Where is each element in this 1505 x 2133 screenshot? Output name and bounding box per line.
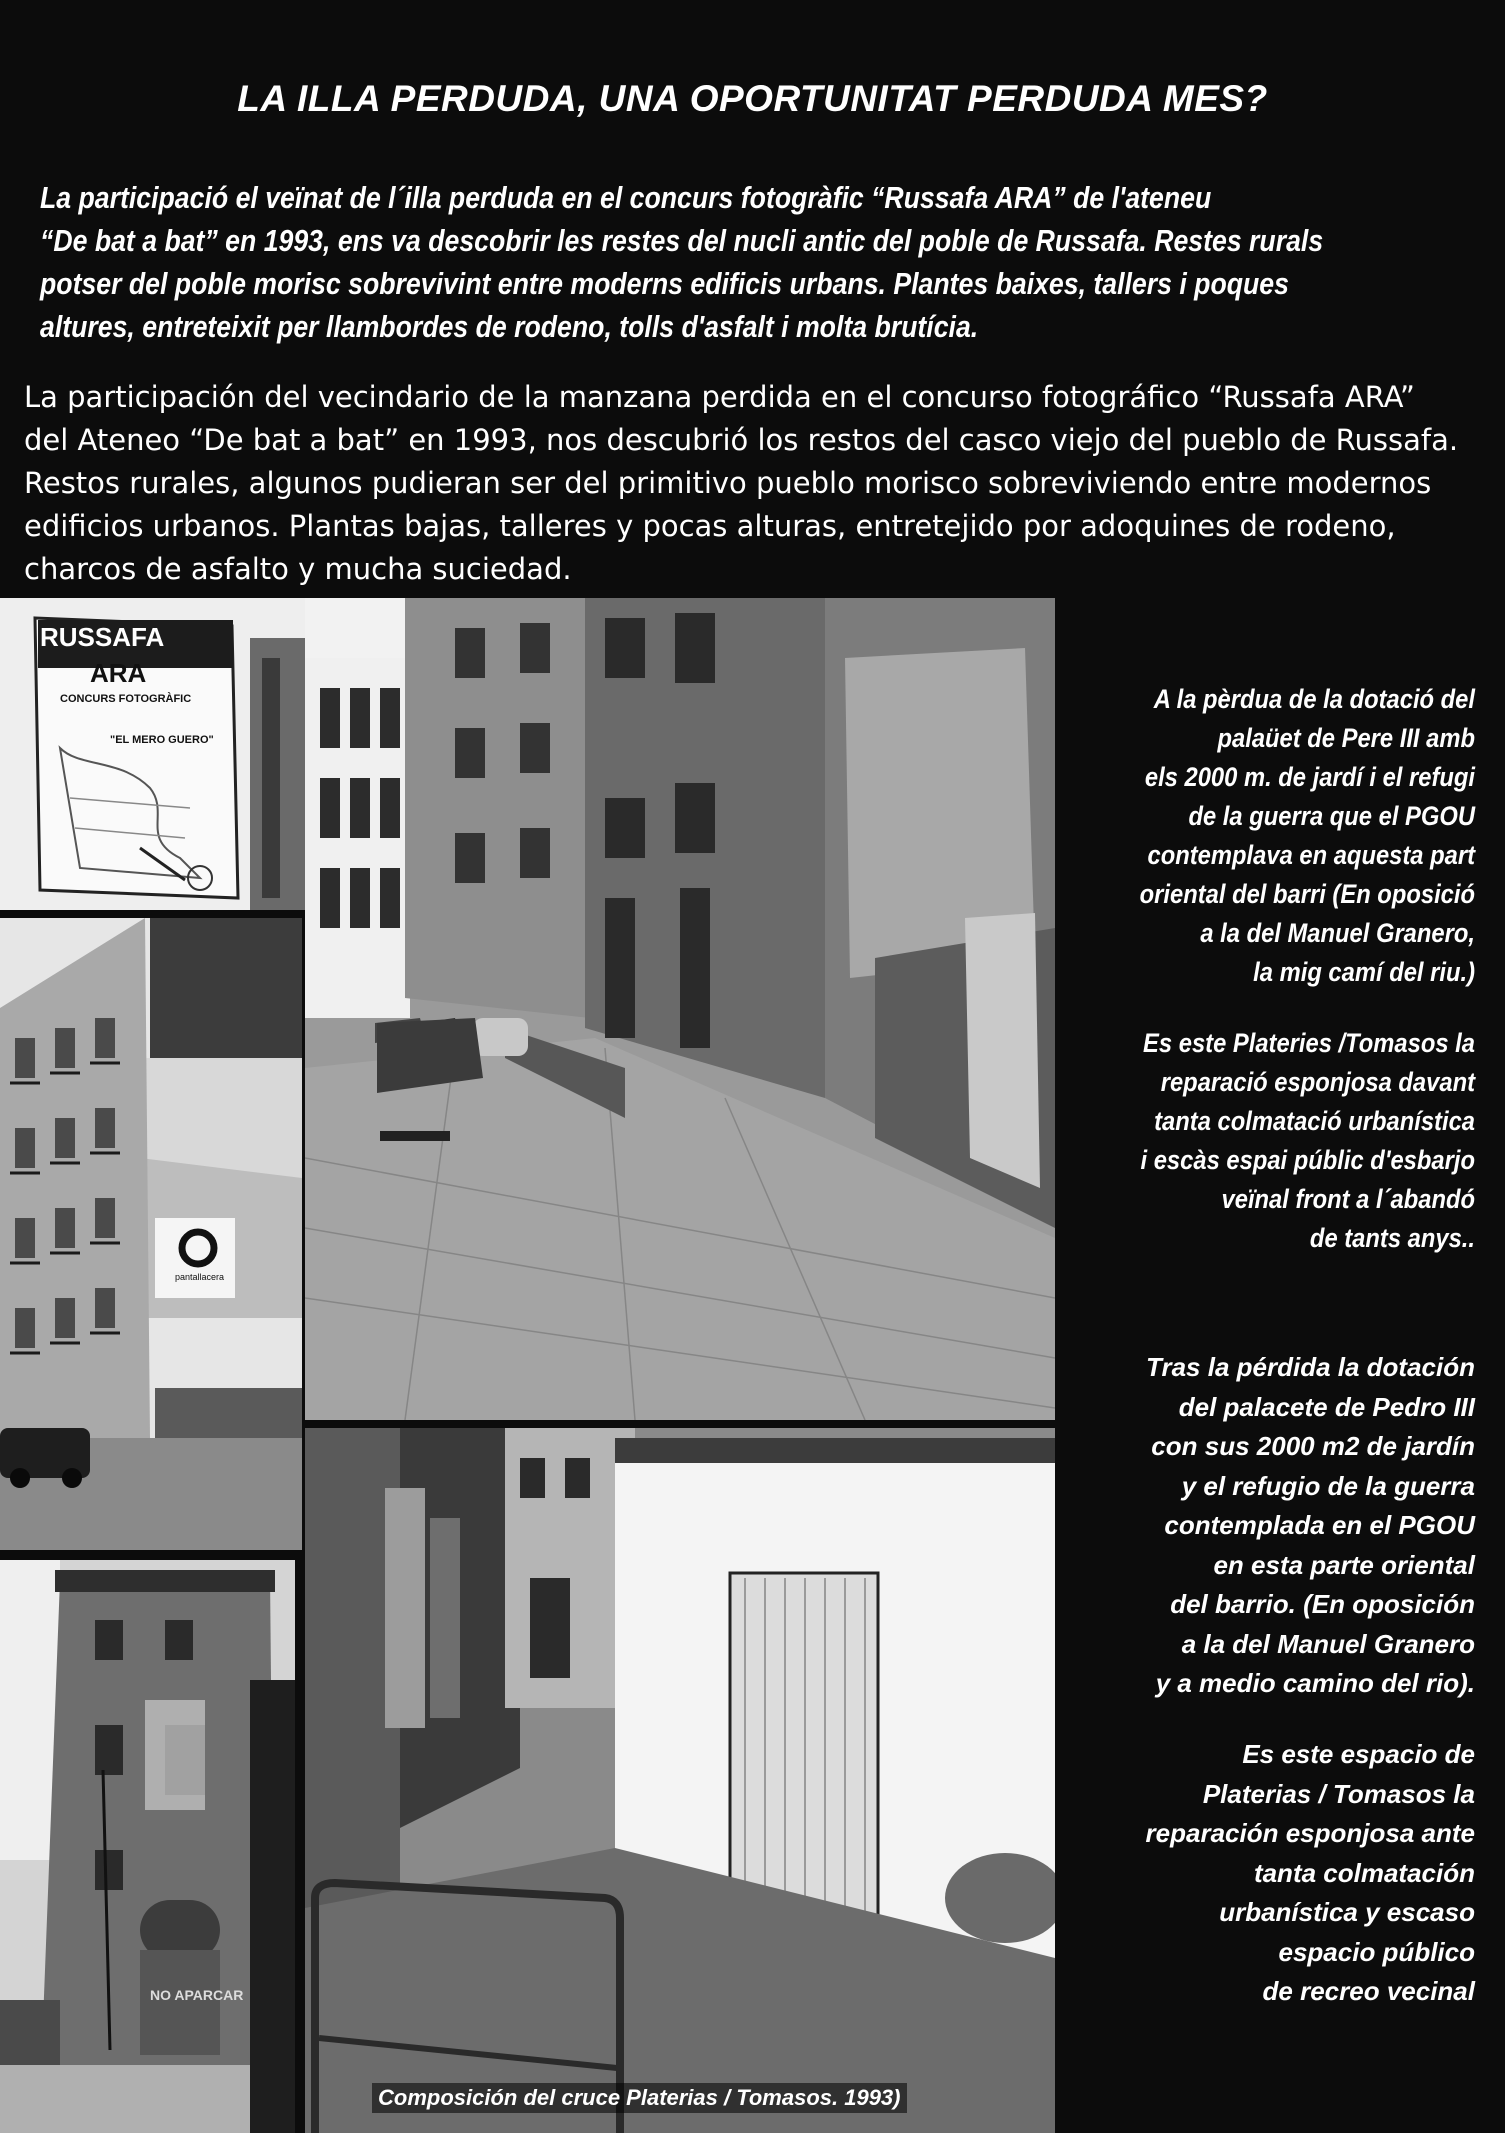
photo-old-facade [0, 918, 302, 1550]
no-parking-text: NO APARCAR [150, 1987, 244, 2003]
intro-catalan-line: La participació el veïnat de l´illa perduda en el concurs fotogràfic “Russafa ARA” de l'ateneu [40, 180, 1212, 215]
intro-spanish-line: La participación del vecindario de la manzana perdida en el concurso fotográfico “Russafa ARA” [24, 380, 1415, 414]
side-line: de recreo vecinal [1262, 1976, 1475, 2006]
side-text-spanish-2 [1035, 1735, 1475, 2012]
side-text-spanish-1 [1035, 1348, 1475, 1704]
side-line: de tants anys.. [1309, 1223, 1475, 1253]
side-line: a la del Manuel Granero, [1200, 918, 1475, 948]
intro-catalan-paragraph [40, 176, 1324, 348]
side-line: contemplava en aquesta part [1147, 840, 1475, 870]
side-line: del palacete de Pedro III [1178, 1391, 1475, 1422]
photo-contest-poster [0, 598, 310, 910]
side-line: a la del Manuel Granero [1181, 1628, 1475, 1659]
side-line: palaüet de Pere III amb [1217, 723, 1475, 753]
side-line: A la pèrdua de la dotació del [1153, 684, 1475, 714]
side-line: Es este Plateries /Tomasos la [1143, 1028, 1475, 1058]
photo-alley-door [305, 1428, 1055, 2133]
photo-ruined-house [0, 1560, 295, 2133]
side-line: contemplada en el PGOU [1164, 1510, 1475, 1540]
wall-logo-text: pantallacera [175, 1272, 225, 1282]
intro-spanish-line: Restos rurales, algunos pudieran ser del primitivo pueblo morisco sobreviviendo entre modernos [24, 466, 1432, 500]
side-text-catalan-1 [1088, 680, 1475, 992]
intro-catalan-line: “De bat a bat” en 1993, ens va descobrir les restes del nucli antic del poble de Russafa. Restes rurals [40, 223, 1324, 258]
side-line: en esta parte oriental [1213, 1549, 1475, 1580]
side-line: reparación esponjosa ante [1145, 1818, 1475, 1848]
side-line: y a medio camino del rio). [1155, 1668, 1475, 1698]
intro-catalan-line: potser del poble morisc sobrevivint entre moderns edificis urbans. Plantes baixes, tallers i poques [40, 266, 1289, 301]
side-line: del barrio. (En oposición [1170, 1589, 1475, 1619]
poster-contest-text: CONCURS FOTOGRÀFIC [60, 693, 192, 705]
side-line: y el refugio de la guerra [1181, 1470, 1475, 1501]
poster-name-text: "EL MERO GUERO" [110, 734, 214, 746]
side-line: urbanística y escaso [1219, 1897, 1475, 1927]
side-line: veïnal front a l´abandó [1221, 1184, 1475, 1214]
side-line: tanta colmatación [1253, 1857, 1475, 1888]
side-line: la mig camí del riu.) [1253, 957, 1475, 987]
side-line: i escàs espai públic d'esbarjo [1140, 1145, 1475, 1175]
photo-street-view [305, 598, 1055, 1420]
side-line: de la guerra que el PGOU [1188, 801, 1475, 831]
intro-spanish-line: charcos de asfalto y mucha suciedad. [24, 552, 572, 586]
poster-subtitle-text: ARA [90, 658, 147, 688]
intro-spanish-paragraph [24, 376, 1494, 591]
page-title: LA ILLA PERDUDA, UNA OPORTUNITAT PERDUDA MES? [237, 78, 1268, 119]
side-line: tanta colmatació urbanística [1154, 1106, 1475, 1136]
side-line: Tras la pérdida la dotación [1146, 1352, 1475, 1382]
intro-catalan-line: altures, entreteixit per llambordes de rodeno, tolls d'asfalt i molta brutícia. [40, 309, 979, 344]
side-line: reparació esponjosa davant [1160, 1067, 1475, 1097]
intro-spanish-line: del Ateneo “De bat a bat” en 1993, nos descubrió los restos del casco viejo del pueblo de Russafa. [24, 423, 1459, 457]
side-line: con sus 2000 m2 de jardín [1151, 1431, 1475, 1461]
side-line: espacio público [1278, 1936, 1475, 1967]
side-line: oriental del barri (En oposició [1139, 879, 1475, 909]
photo-caption: Composición del cruce Platerias / Tomasos. 1993) [372, 2083, 907, 2113]
side-line: Es este espacio de [1242, 1739, 1475, 1769]
poster-title-text: RUSSAFA [40, 622, 165, 652]
side-line: Platerias / Tomasos la [1202, 1778, 1475, 1809]
side-text-catalan-2 [1088, 1024, 1475, 1258]
intro-spanish-line: edificios urbanos. Plantas bajas, talleres y pocas alturas, entretejido por adoquines de rodeno, [24, 509, 1396, 543]
side-line: els 2000 m. de jardí i el refugi [1144, 762, 1475, 792]
